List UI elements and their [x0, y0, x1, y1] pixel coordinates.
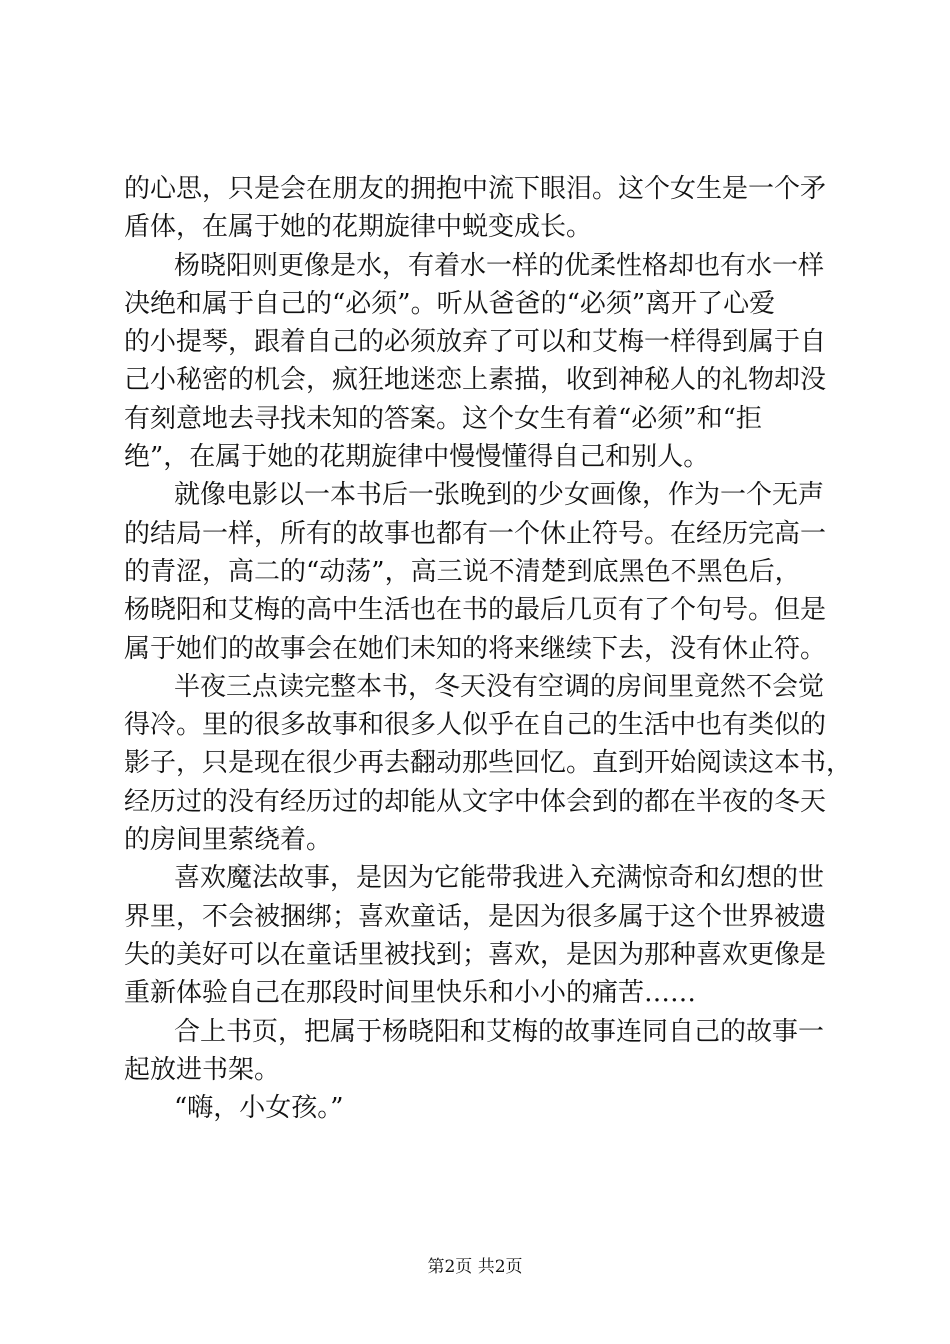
text-line: 的心思，只是会在朋友的拥抱中流下眼泪。这个女生是一个矛 [124, 174, 827, 204]
text-line: 决绝和属于自己的“必须”。听从爸爸的“必须”离开了心爱 [124, 288, 776, 319]
text-line: 属于她们的故事会在她们未知的将来继续下去，没有休止符。 [124, 633, 827, 664]
text-line: 的青涩，高二的“动荡”，高三说不清楚到底黑色不黑色后， [124, 556, 801, 587]
text-line: 的小提琴，跟着自己的必须放弃了可以和艾梅一样得到属于自 [124, 327, 827, 358]
text-line: 界里，不会被捆绑；喜欢童话，是因为很多属于这个世界被遗 [124, 901, 827, 932]
text-line: 己小秘密的机会，疯狂地迷恋上素描，收到神秘人的礼物却没 [124, 365, 827, 396]
page-number-footer: 第2页 共2页 [427, 1257, 523, 1277]
text-line: 的结局一样，所有的故事也都有一个休止符号。在经历完高一 [124, 518, 827, 549]
text-line: 盾体，在属于她的花期旋律中蜕变成长。 [124, 212, 593, 243]
paragraph-start-line: 喜欢魔法故事，是因为它能带我进入充满惊奇和幻想的世 [174, 863, 825, 894]
paragraph-start-line: “嗨，小女孩。” [174, 1093, 344, 1124]
paragraph-start-line: 合上书页，把属于杨晓阳和艾梅的故事连同自己的故事一 [174, 1016, 825, 1047]
text-line: 起放进书架。 [124, 1054, 281, 1085]
text-line: 得冷。里的很多故事和很多人似乎在自己的生活中也有类似的 [124, 710, 827, 741]
text-line: 失的美好可以在童话里被找到；喜欢，是因为那种喜欢更像是 [124, 939, 827, 970]
text-line: 有刻意地去寻找未知的答案。这个女生有着“必须”和“拒 [124, 403, 762, 434]
text-line: 影子，只是现在很少再去翻动那些回忆。直到开始阅读这本书， [124, 748, 853, 779]
text-line: 的房间里萦绕着。 [124, 825, 333, 856]
paragraph-start-line: 半夜三点读完整本书，冬天没有空调的房间里竟然不会觉 [174, 671, 825, 702]
body-text [124, 170, 853, 1127]
paragraph-start-line: 就像电影以一本书后一张晚到的少女画像，作为一个无声 [174, 480, 825, 511]
text-line: 经历过的没有经历过的却能从文字中体会到的都在半夜的冬天 [124, 786, 827, 817]
text-line: 绝”，在属于她的花期旋律中慢慢懂得自己和别人。 [124, 442, 710, 473]
paragraph-start-line: 杨晓阳则更像是水，有着水一样的优柔性格却也有水一样 [174, 250, 825, 281]
text-line: 重新体验自己在那段时间里快乐和小小的痛苦…… [124, 978, 697, 1009]
text-line: 杨晓阳和艾梅的高中生活也在书的最后几页有了个句号。但是 [124, 595, 827, 626]
